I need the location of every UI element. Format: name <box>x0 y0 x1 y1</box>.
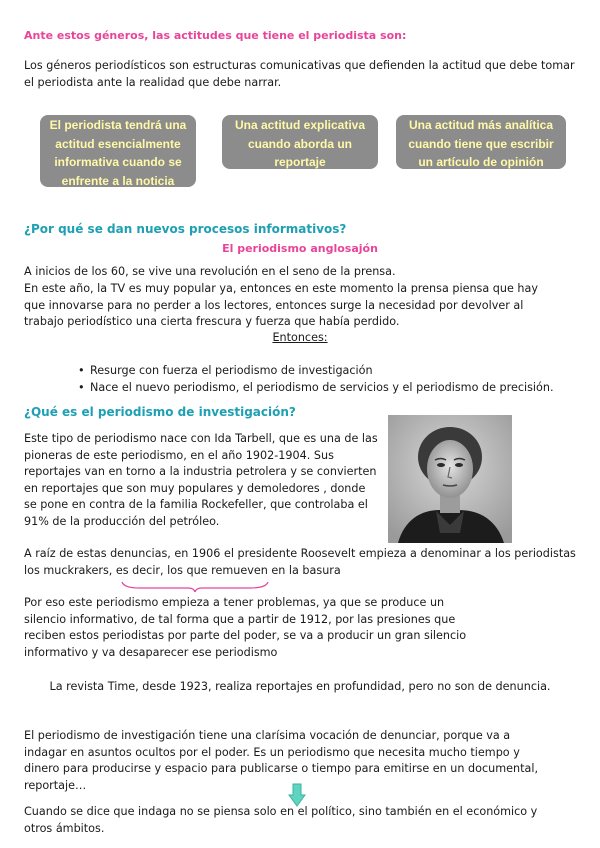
paragraph-vocation: El periodismo de investigación tiene una clarísima vocación de denunciar, porque va a indagar en asuntos ocultos por el poder. Es un periodismo que necesita mucho tiempo y dinero para producirse y espacio para publicarse o tiempo para emitirse en un documental, reportaje… <box>24 729 539 792</box>
intro-paragraph: Los géneros periodísticos son estructuras comunicativas que defienden la actitud que debe tomar el periodista ante la realidad que debe narrar. <box>24 59 575 89</box>
explanatory-attitude-box: Una actitud explicativa cuando aborda un reportaje <box>222 115 378 169</box>
list-item: • Resurge con fuerza el periodismo de investigación <box>90 362 590 379</box>
entonces-label: Entonces: <box>272 331 328 344</box>
intro-heading: Ante estos géneros, las actitudes que tiene el periodista son: <box>24 29 407 42</box>
analytical-attitude-box: Una actitud más analítica cuando tiene que escribir un artículo de opinión <box>396 115 566 169</box>
paragraph-muckrakers: A raíz de estas denuncias, en 1906 el presidente Roosevelt empieza a denominar a los periodistas los muckrakers, es decir, los que remueven en la basura <box>24 547 576 577</box>
paragraph-silence: Por eso este periodismo empieza a tener problemas, ya que se produce un silencio informativo, de tal forma que a partir de 1912, por las presiones que reciben estos periodistas por parte del poder, se va a producir un gran silencio informativo y va desaparecer ese periodismo <box>24 596 467 659</box>
paragraph-indaga: Cuando se dice que indaga no se piensa solo en el político, sino también en el económico y otros ámbitos. <box>24 805 538 835</box>
time-magazine-note: La revista Time, desde 1923, realiza reportajes en profundidad, pero no son de denuncia. <box>49 680 551 693</box>
informative-attitude-box: El periodista tendrá una actitud esencialmente informativa cuando se enfrente a la noticia <box>40 115 196 187</box>
paragraph-ida-tarbell: Este tipo de periodismo nace con Ida Tarbell, que es una de las pioneras de este periodismo, en el año 1902-1904. Sus reportajes van en torno a la industria petrolera y se convierten en reportajes que son muy populares y demoledores , donde se pone en contra de la familia Rockefeller, que controlaba el 91% de la producción del petróleo. <box>24 432 378 528</box>
paragraph-revolution: A inicios de los 60, se vive una revolución en el seno de la prensa. <box>24 265 396 278</box>
paragraph-tv-popular: En este año, la TV es muy popular ya, entonces en este momento la prensa piensa que hay que innovarse para no perder a los lectores, entonces surge la necesidad por devolver al trabajo periodístico una cierta frescura y fuerza que había perdido. <box>24 282 538 328</box>
section-heading-investigation: ¿Qué es el periodismo de investigación? <box>24 405 296 419</box>
subheading-anglosaxon: El periodismo anglosajón <box>222 242 378 255</box>
list-item: • Nace el nuevo periodismo, el periodismo de servicios y el periodismo de precisión. <box>90 379 590 396</box>
pink-brace-annotation <box>120 580 270 594</box>
ida-tarbell-portrait <box>388 415 512 543</box>
consequences-list <box>76 362 590 396</box>
section-heading-new-processes: ¿Por qué se dan nuevos procesos informativos? <box>24 222 347 236</box>
